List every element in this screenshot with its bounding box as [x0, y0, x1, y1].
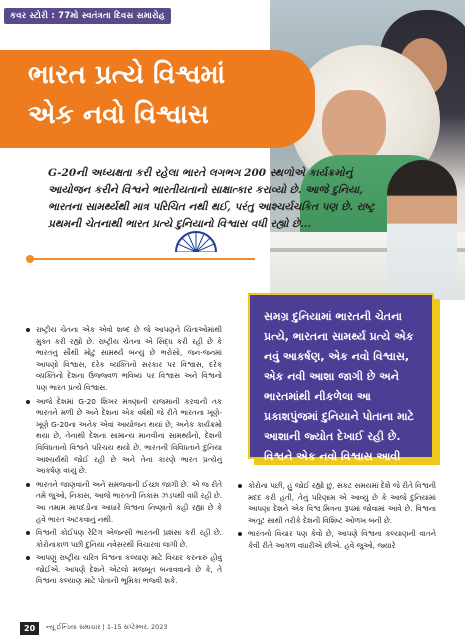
bullet-icon [26, 483, 30, 487]
left-text-column [26, 324, 222, 589]
chakra-emblem-icon [174, 230, 218, 252]
highlight-text: સમગ્ર દુનિયામાં ભારતની ચેતના પ્રત્યે, ભારતના સામર્થ્ય પ્રત્યે એક નવું આકર્ષણ, એક નવો વિશ્વાસ, એક નવી આશા જાગી છે અને ભારતમાંથી નીકળેલા આ પ્રકાશપુંજમાં દુનિયાને પોતાના માટે આશાની જ્યોત દેખાઈ રહી છે. વિશ્વને એક નવો વિશ્વાસ આવી રહ્યો છે. [264, 310, 414, 483]
bullet-icon [26, 328, 30, 332]
girl-figure [387, 160, 457, 300]
page-title-line-1: ભારત પ્રત્યે વિશ્વમાં [28, 60, 226, 90]
bullet-icon [238, 532, 242, 536]
list-item: આપણું રાષ્ટ્રીય ચરિત્ર વિશ્વના કલ્યાણ માટે વિચાર કરનારું હોવું જોઈએ. આપણે દેશને એટલો મજબૂત બનાવવાનો છે કે, તે વિશ્વના કલ્યાણ માટે પોતાની ભૂમિકા ભજવી શકે. [26, 552, 222, 587]
page-number: 20 [20, 622, 39, 635]
list-item: આજે દેશમાં G-20 શિખર મંત્રણાની યજમાની કરવાની તક ભારતને મળી છે અને દેશના એક વર્ષથી જે રીતે ભારતના ખૂણે-ખૂણે G-20ના અનેક એવાં આયોજન થયાં છે, અનેક કાર્યક્રમો થયા છે, તેનાથી દેશના સામાન્ય માનવીના સામર્થ્યનો, દેશની વિવિધતાનો વિશ્વને પરિચય થયો છે. ભારતની વિવિધતાને દુનિયા આશ્ચર્યથી જોઈ રહી છે અને તેના કારણે ભારત પ્રત્યેનું આકર્ષણ વધ્યું છે. [26, 396, 222, 477]
list-item: રાષ્ટ્રીય ચેતના એક એવો શબ્દ છે જે આપણને ચિંતાઓમાંથી મુક્ત કરી રહ્યો છે. રાષ્ટ્રીય ચેતના એ સિદ્ધ કરી રહી છે કે ભારતનું સૌથી મોટું સામર્થ્ય બન્યું છે ભરોસો, જન-જનમાં આપણો વિશ્વાસ, દરેક વ્યક્તિનો સરકાર પર વિશ્વાસ, દરેક વ્યક્તિનો દેશના ઉજ્જ્વળ ભવિષ્ય પર વિશ્વાસ અને વિશ્વનો પણ ભારત પ્રત્યે વિશ્વાસ. [26, 324, 222, 394]
intro-text: G-20ની અધ્યક્ષતા કરી રહેલા ભારતે લગભગ 200 સ્થળોએ કાર્યક્રમોનું આયોજન કરીને વિશ્વને ભારતીયતાનો સાક્ષાત્કાર કરાવ્યો છે. આજે દુનિયા, ભારતના સામર્થ્યથી માત્ર પરિચિત નથી થઈ, પરંતુ આશ્ચર્યચકિત પણ છે. રાષ્ટ્ર પ્રથમની ચેતનાથી ભારત પ્રત્યે દુનિયાનો વિશ્વાસ વધી રહ્યો છે... [48, 167, 375, 230]
elderly-woman-face [322, 90, 386, 162]
hero-photo [270, 0, 465, 300]
highlight-quote-box [248, 293, 434, 483]
bullet-icon [26, 556, 30, 560]
intro-paragraph [48, 165, 383, 233]
list-item: વિશ્વની કોઈપણ રેટિંગ એજન્સી ભારતની પ્રશંસા કરી રહી છે. કોરોનાકાળ પછી દુનિયા નવેસરથી વિચારવા લાગી છે. [26, 527, 222, 550]
bullet-icon [26, 531, 30, 535]
page-title-line-2: એક નવો વિશ્વાસ [28, 100, 209, 130]
cover-story-label: કવર સ્ટોરી : 77મો સ્વતંત્રતા દિવસ સમારોહ [4, 8, 171, 24]
list-item: ભારતનો વિચાર પણ કેવો છે, આપણે વિશ્વના કલ્યાણની વાતને કેવી રીતે આગળ વધારીએ છીએ. હવે જુઓ, જ્યારે [238, 528, 436, 551]
header [0, 0, 300, 45]
list-item: કોરોના પછી, હું જોઈ રહ્યો છું, સંકટ સમયમાં દેશે જે રીતે વિશ્વની મદદ કરી હતી, તેનું પરિણામ એ આવ્યું છે કે આજે દુનિયામાં આપણા દેશને એક વિશ્વ મિત્રના રૂપમાં જોવામાં આવે છે. વિશ્વના અતૂટ સાથી તરીકે દેશની વિશિષ્ટ ઓળખ બની છે. [238, 480, 436, 526]
bullet-icon [238, 484, 242, 488]
list-item: ભારતને જાણવાની અને સમજવાની ઈચ્છા જાગી છે. એ જ રીતે તમે જુઓ, નિકાસ, આજે ભારતની નિકાસ ઝડપથી વધી રહી છે. આ તમામ માપદંડોના આધારે વિશ્વના નિષ્ણાતો કહી રહ્યા છે કે હવે ભારત અટકવાનું નથી. [26, 479, 222, 525]
right-text-column [238, 480, 436, 554]
orange-divider [30, 258, 255, 260]
page-footer [0, 612, 465, 640]
bullet-icon [26, 400, 30, 404]
publication-info: ન્યૂ ઈન્ડિયા સમાચાર | 1-15 સપ્ટેમ્બર, 2023 [46, 623, 168, 631]
